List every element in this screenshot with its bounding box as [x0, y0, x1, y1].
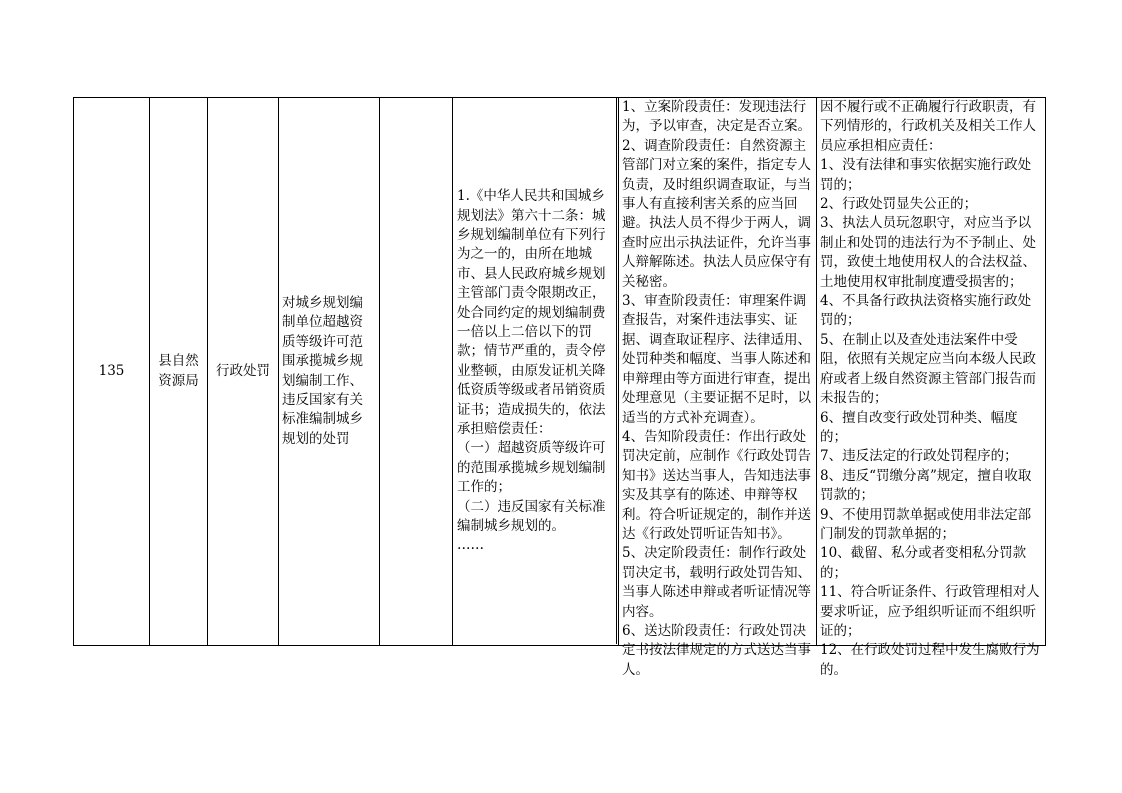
responsibility-paragraph: 2、调查阶段责任：自然资源主管部门对立案的案件，指定专人负责，及时组织调查取证，与当事人有直接利害关系的应当回避。执法人员不得少于两人，调查时应出示执法证件，允许当事人辩解陈述。执法人员应保守有关秘密。 — [622, 137, 811, 290]
column-divider — [616, 97, 617, 644]
accountability-paragraph: 12、在行政处罚过程中发生腐败行为的。 — [820, 642, 1040, 678]
accountability-paragraph: 11、符合听证条件、行政管理相对人要求听证，应予组织听证而不组织听证的； — [820, 584, 1040, 639]
power-category: 行政处罚 — [216, 362, 270, 379]
responsibility-cell — [619, 98, 817, 678]
category-cell — [208, 98, 279, 646]
responsibility-paragraph: 1、立案阶段责任：发现违法行为，予以审查，决定是否立案。 — [622, 99, 811, 135]
legal-basis-paragraph: …… — [457, 537, 484, 554]
power-item-name: 对城乡规划编制单位超越资质等级许可范围承揽城乡规划编制工作、违反国家有关标准编制城乡规划的处罚 — [282, 294, 363, 447]
responsibility-text — [619, 98, 816, 678]
sub-item-cell — [380, 98, 453, 646]
responsibility-paragraph: 3、审查阶段责任：审理案件调查报告，对案件违法事实、证据、调查取证程序、法律适用、处罚种类和幅度、当事人陈述和申辩理由等方面进行审查，提出处理意见（主要证据不足时，以适当的方式补充调查）。 — [622, 293, 811, 426]
legal-basis-paragraph: （一）超越资质等级许可的范围承揽城乡规划编制工作的； — [457, 440, 606, 496]
legal-basis-text — [453, 187, 618, 556]
responsibility-paragraph: 6、送达阶段责任：行政处罚决定书按法律规定的方式送达当事人。 — [622, 622, 811, 678]
legal-basis-cell — [453, 98, 619, 646]
department-name: 县自然资源局 — [158, 353, 199, 389]
responsibility-paragraph: 5、决定阶段责任：制作行政处罚决定书，载明行政处罚告知、当事人陈述申辩或者听证情况等内容。 — [622, 545, 811, 620]
accountability-paragraph: 2、行政处罚显失公正的； — [820, 196, 978, 213]
row-number: 135 — [98, 362, 125, 379]
accountability-paragraph: 3、执法人员玩忽职守，对应当予以制止和处罚的违法行为不予制止、处罚，致使土地使用权人的合法权益、土地使用权审批制度遭受损害的； — [820, 215, 1036, 290]
row-number-cell — [74, 98, 150, 646]
accountability-paragraph: 9、不使用罚款单据或使用非法定部门制发的罚款单据的； — [820, 506, 1032, 542]
accountability-paragraph: 5、在制止以及查处违法案件中受阻，依照有关规定应当向本级人民政府或者上级自然资源主管部门报告而未报告的； — [820, 331, 1036, 407]
legal-basis-paragraph: 1.《中华人民共和国城乡规划法》第六十二条：城乡规划编制单位有下列行为之一的，由所在地城市、县人民政府城乡规划主管部门责令限期改正，处合同约定的规划编制费一倍以上二倍以下的罚款；情节严重的，责令停业整顿，由原发证机关降低资质等级或者吊销资质证书；造成损失的，依法承担赔偿责任： — [457, 188, 606, 438]
accountability-text — [817, 98, 1045, 678]
legal-basis-paragraph: （二）违反国家有关标准编制城乡规划的。 — [457, 498, 606, 535]
accountability-paragraph: 8、违反“罚缴分离”规定，擅自收取罚款的； — [820, 467, 1032, 504]
accountability-paragraph: 6、擅自改变行政处罚种类、幅度的； — [820, 409, 1018, 445]
accountability-paragraph: 1、没有法律和事实依据实施行政处罚的； — [820, 157, 1032, 193]
table-row — [74, 98, 1046, 646]
accountability-paragraph: 4、不具备行政执法资格实施行政处罚的； — [820, 293, 1032, 329]
item-name-cell — [279, 98, 380, 646]
accountability-paragraph: 因不履行或不正确履行行政职责，有下列情形的，行政机关及相关工作人员应承担相应责任： — [820, 99, 1036, 154]
accountability-paragraph: 7、违反法定的行政处罚程序的； — [820, 448, 1018, 465]
department-cell — [150, 98, 208, 646]
responsibility-paragraph: 4、告知阶段责任：作出行政处罚决定前，应制作《行政处罚告知书》送达当事人，告知违法事实及其享有的陈述、申辩等权利。符合听证规定的，制作并送达《行政处罚听证告知书》。 — [622, 428, 811, 542]
power-list-table — [73, 97, 1046, 678]
accountability-cell — [817, 98, 1046, 678]
accountability-paragraph: 10、截留、私分或者变相私分罚款的； — [820, 545, 1027, 581]
